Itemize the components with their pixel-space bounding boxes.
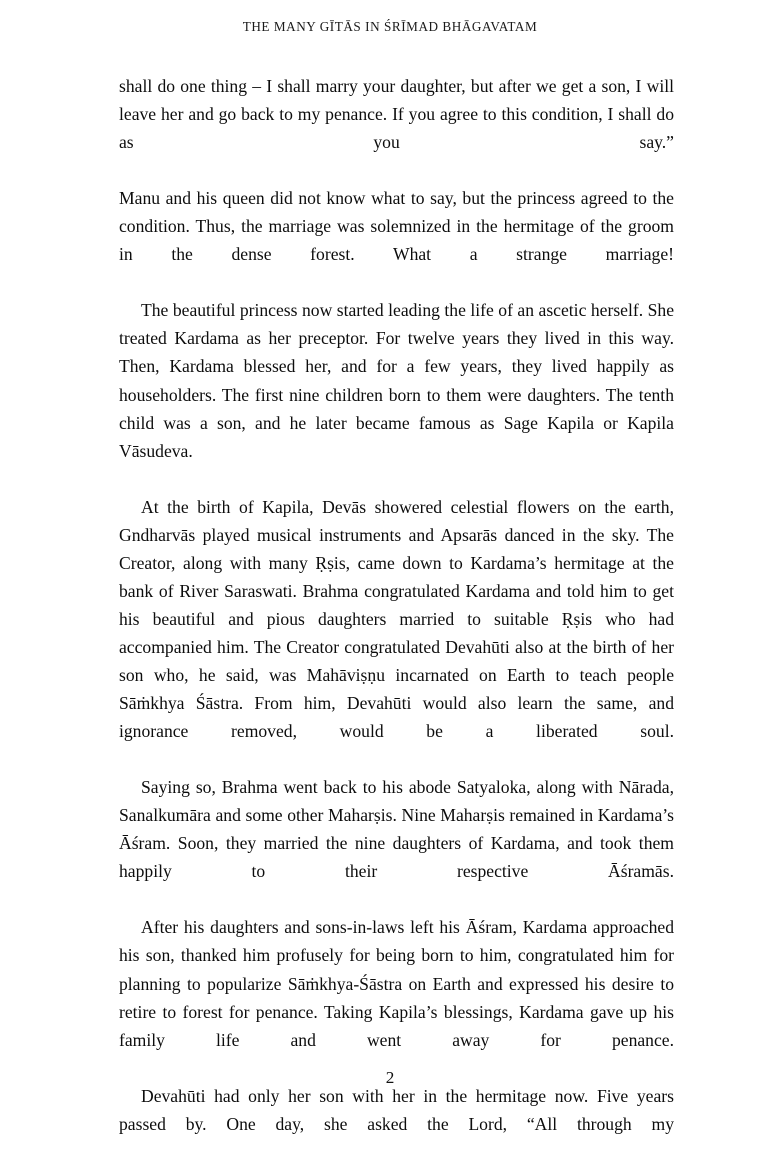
paragraph: Devahūti had only her son with her in the hermitage now. Five years passed by. One day, she asked the Lord, “All through my [119,1085,674,1134]
page-number: 2 [385,1068,395,1087]
paragraph: shall do one thing – I shall marry your daughter, but after we get a son, I will leave her and go back to my penance. If you agree to this condition, I shall do as you say.” [119,76,674,153]
paragraph: The beautiful princess now started leading the life of an ascetic herself. She treated Kardama as her preceptor. For twelve years they lived in this way. Then, Kardama blessed her, and for a few years, they lived happily as householders. The first nine children born to them were daughters. The tenth child was a son, and he later became famous as Sage Kapila or Kapila Vāsudeva. [119,300,674,461]
running-head: THE MANY GĪTĀS IN ŚRĪMAD BHĀGAVATAM [242,19,538,34]
paragraph: At the birth of Kapila, Devās showered celestial flowers on the earth, Gndharvās played musical instruments and Apsarās danced in the sky. The Creator, along with many Ṛṣis, came down to Kardama’s hermitage at the bank of River Saraswati. Brahma congratulated Kardama and told him to get his beautiful and pious daughters married to suitable Ṛṣis who had accompanied him. The Creator congratulated Devahūti also at the birth of her son who, he said, was Mahāviṣṇu incarnated on Earth to teach people Sāṁkhya Śāstra. From him, Devahūti would also learn the same, and ignorance removed, would be a liberated soul. [119,496,674,742]
paragraph: Saying so, Brahma went back to his abode Satyaloka, along with Nārada, Sanalkumāra and some other Maharṣis. Nine Maharṣis remained in Kardama’s Āśram. Soon, they married the nine daughters of Kardama, and took them happily to their respective Āśramās. [119,777,674,882]
paragraph: Manu and his queen did not know what to say, but the princess agreed to the condition. Thus, the marriage was solemnized in the hermitage of the groom in the dense forest. What a strange marriage! [119,188,674,265]
body-text-block [119,72,674,1166]
paragraph: After his daughters and sons-in-laws left his Āśram, Kardama approached his son, thanked him profusely for being born to him, congratulated him for planning to popularize Sāṁkhya-Śāstra on Earth and expressed his desire to retire to forest for penance. Taking Kapila’s blessings, Kardama gave up his family life and went away for penance. [119,917,674,1050]
